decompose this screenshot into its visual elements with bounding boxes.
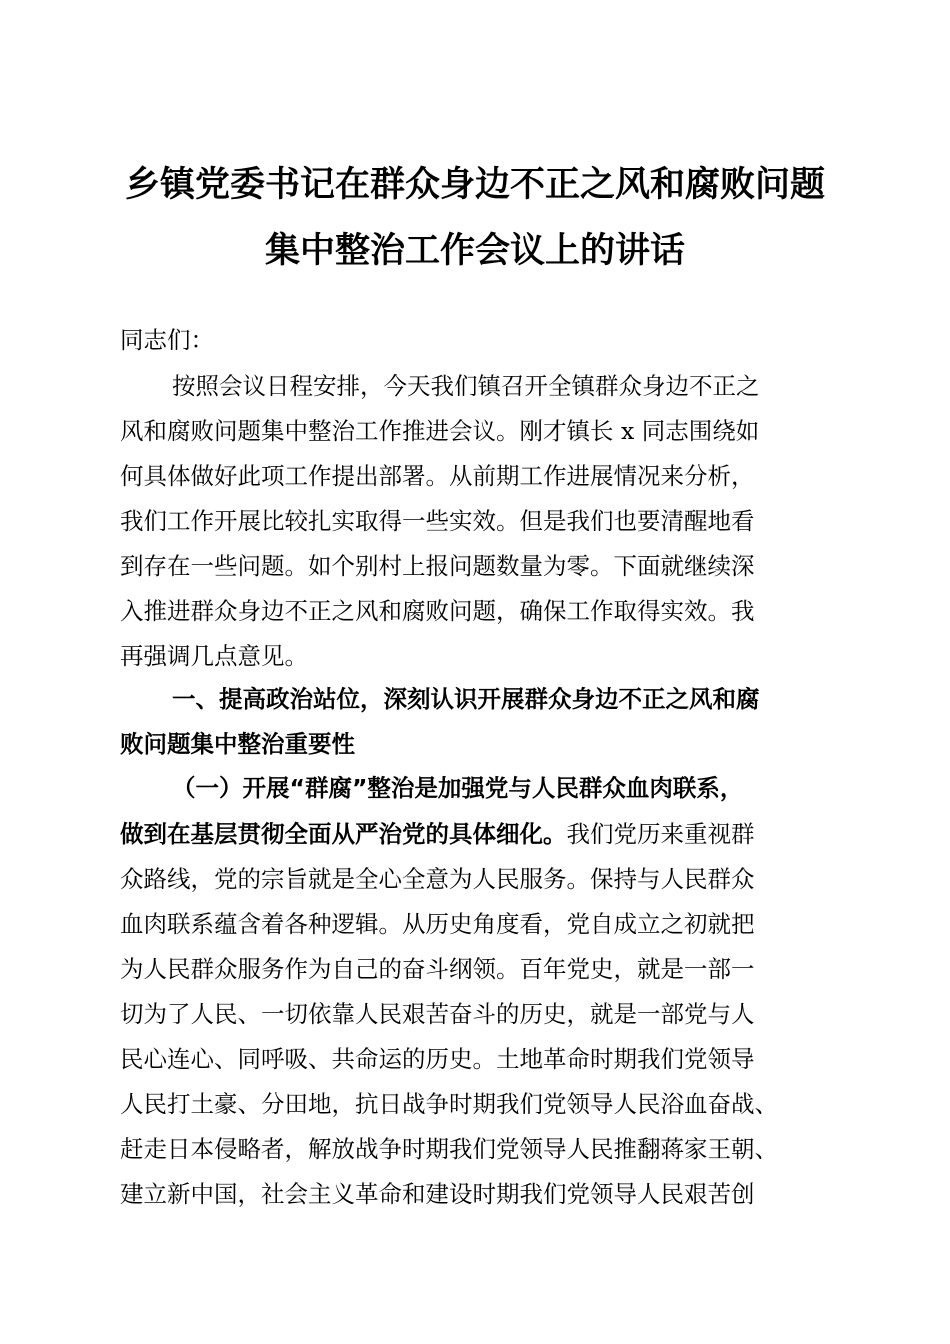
paragraph-2-line-2: 血肉联系蕴含着各种逻辑。从历史角度看，党自成立之初就把 xyxy=(120,910,755,938)
subheading-1-line-2 xyxy=(120,812,840,857)
paragraph-2-line-8: 建立新中国，社会主义革命和建设时期我们党领导人民艰苦创 xyxy=(120,1180,755,1208)
section-heading-1-line-2: 败问题集中整治重要性 xyxy=(120,730,355,758)
paragraph-2-line-4: 切为了人民、一切依靠人民艰苦奋斗的历史，就是一部党与人 xyxy=(120,1000,755,1028)
paragraph-2-start-text: 我们党历来重视群 xyxy=(566,820,755,848)
document-title-line-2: 集中整治工作会议上的讲话 xyxy=(264,231,685,271)
subheading-1-bold-text: 做到在基层贯彻全面从严治党的具体细化。 xyxy=(120,820,567,848)
paragraph-1-line-2: 风和腐败问题集中整治工作推进会议。刚才镇长 x 同志围绕如 xyxy=(120,417,760,445)
paragraph-1-line-3: 何具体做好此项工作提出部署。从前期工作进展情况来分析， xyxy=(120,462,755,490)
paragraph-1-line-5: 到存在一些问题。如个别村上报问题数量为零。下面就继续深 xyxy=(120,552,755,580)
subheading-1-line-1: （一）开展“群腐”整治是加强党与人民群众血肉联系， xyxy=(172,774,744,802)
paragraph-1-line-4: 我们工作开展比较扎实取得一些实效。但是我们也要清醒地看 xyxy=(120,507,755,535)
paragraph-2-line-5: 民心连心、同呼吸、共命运的历史。土地革命时期我们党领导 xyxy=(120,1045,755,1073)
paragraph-2-line-3: 为人民群众服务作为自己的奋斗纲领。百年党史，就是一部一 xyxy=(120,955,755,983)
paragraph-1-line-7: 再强调几点意见。 xyxy=(120,642,308,670)
paragraph-2-line-1: 众路线，党的宗旨就是全心全意为人民服务。保持与人民群众 xyxy=(120,865,755,893)
paragraph-2-line-6: 人民打土豪、分田地，抗日战争时期我们党领导人民浴血奋战、 xyxy=(120,1090,778,1118)
salutation: 同志们： xyxy=(120,326,214,354)
document-title-line-1: 乡镇党委书记在群众身边不正之风和腐败问题 xyxy=(124,165,825,205)
paragraph-1-line-1: 按照会议日程安排，今天我们镇召开全镇群众身边不正之 xyxy=(172,372,760,400)
section-heading-1-line-1: 一、提高政治站位，深刻认识开展群众身边不正之风和腐 xyxy=(172,685,760,713)
paragraph-1-line-6: 入推进群众身边不正之风和腐败问题，确保工作取得实效。我 xyxy=(120,597,755,625)
paragraph-2-line-7: 赶走日本侵略者，解放战争时期我们党领导人民推翻蒋家王朝、 xyxy=(120,1135,778,1163)
